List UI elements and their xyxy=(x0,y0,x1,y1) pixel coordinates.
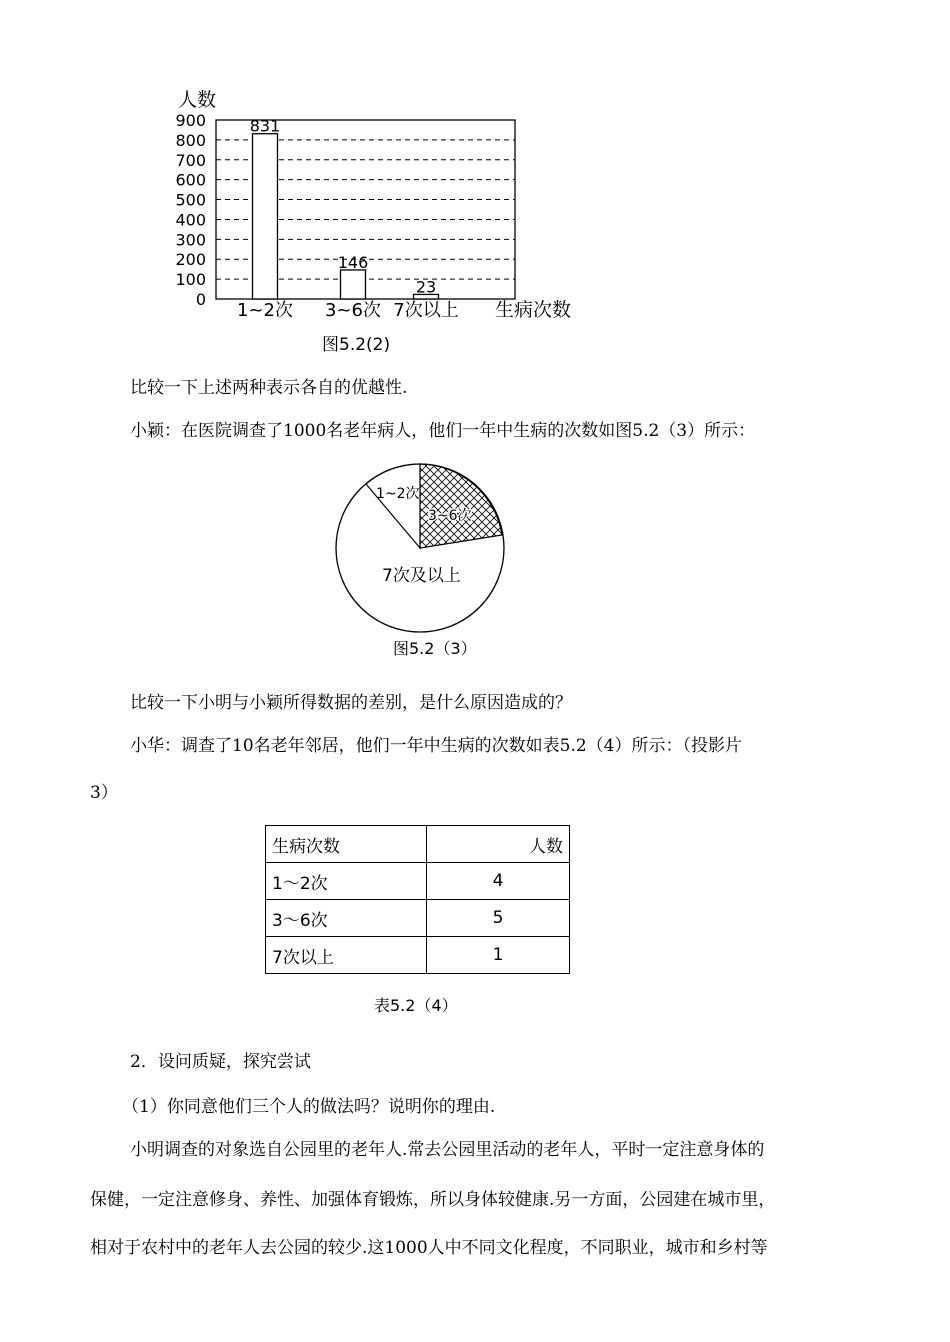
paragraph-compare: 比较一下上述两种表示各自的优越性. xyxy=(130,378,408,398)
y-tick-label: 900 xyxy=(175,111,206,130)
y-tick-label: 100 xyxy=(175,270,206,290)
y-axis-label: 人数 xyxy=(178,89,217,111)
y-tick-label: 200 xyxy=(175,250,206,270)
pie-figure-caption: 图5.2（3） xyxy=(393,639,477,658)
table-cell-label: 3～6次 xyxy=(266,900,427,937)
table-row xyxy=(266,863,570,900)
table-caption: 表5.2（4） xyxy=(374,996,458,1015)
table-cell-label: 7次以上 xyxy=(266,937,427,974)
table-cell-value: 1 xyxy=(427,937,570,974)
data-table xyxy=(265,825,570,974)
x-tick-label: 1~2次 xyxy=(237,300,293,321)
bar xyxy=(253,134,278,299)
bar-value-label: 831 xyxy=(249,116,281,136)
body-line-3: 相对于农村中的老年人去公园的较少.这1000人中不同文化程度，不同职业，城市和乡村等 xyxy=(90,1238,768,1258)
bar-value-label: 23 xyxy=(415,277,437,297)
y-tick-label: 300 xyxy=(175,230,206,250)
table-header-row xyxy=(266,826,570,863)
bar-figure-caption: 图5.2(2) xyxy=(322,335,391,355)
pie-label-7plus: 7次及以上 xyxy=(382,566,461,586)
body-line-1: 小明调查的对象选自公园里的老年人.常去公园里活动的老年人，平时一定注意身体的 xyxy=(130,1140,765,1160)
table-header-people: 人数 xyxy=(427,826,570,863)
y-tick-label: 700 xyxy=(175,150,206,170)
table-row xyxy=(266,900,570,937)
y-tick-label: 0 xyxy=(195,290,206,309)
pie-chart xyxy=(330,458,510,638)
section-heading: 2．设问质疑，探究尝试 xyxy=(130,1052,311,1072)
table-cell-value: 5 xyxy=(427,900,570,937)
table-cell-value: 4 xyxy=(427,863,570,900)
paragraph-difference: 比较一下小明与小颖所得数据的差别，是什么原因造成的？ xyxy=(130,693,572,713)
pie-slice-3-6 xyxy=(420,464,502,548)
pie-label-3-6: 3~6次 xyxy=(428,508,472,524)
y-tick-label: 500 xyxy=(175,190,206,210)
table-cell-label: 1～2次 xyxy=(266,863,427,900)
bar xyxy=(341,270,366,299)
question-1: （1）你同意他们三个人的做法吗？说明你的理由. xyxy=(122,1097,496,1117)
pie-label-1-2: 1~2次 xyxy=(376,486,420,502)
paragraph-xiaohua-line1: 小华：调查了10名老年邻居，他们一年中生病的次数如表5.2（4）所示：（投影片 xyxy=(130,736,742,756)
bar-chart xyxy=(160,82,600,322)
body-line-2: 保健，一定注意修身、养性、加强体育锻炼，所以身体较健康.另一方面，公园建在城市里， xyxy=(90,1190,776,1210)
table-row xyxy=(266,937,570,974)
x-tick-label: 3~6次 xyxy=(325,300,381,321)
bar-value-label: 146 xyxy=(337,252,369,272)
y-tick-label: 600 xyxy=(175,170,206,190)
table-header-count-type: 生病次数 xyxy=(266,826,427,863)
x-tick-label: 7次以上 xyxy=(393,300,459,321)
x-axis-label: 生病次数 xyxy=(495,299,572,321)
y-tick-label: 800 xyxy=(175,130,206,150)
y-tick-label: 400 xyxy=(175,210,206,230)
paragraph-xiaohua-line2: 3） xyxy=(90,783,118,803)
paragraph-xiaoying: 小颖：在医院调查了1000名老年病人，他们一年中生病的次数如图5.2（3）所示： xyxy=(130,421,756,441)
